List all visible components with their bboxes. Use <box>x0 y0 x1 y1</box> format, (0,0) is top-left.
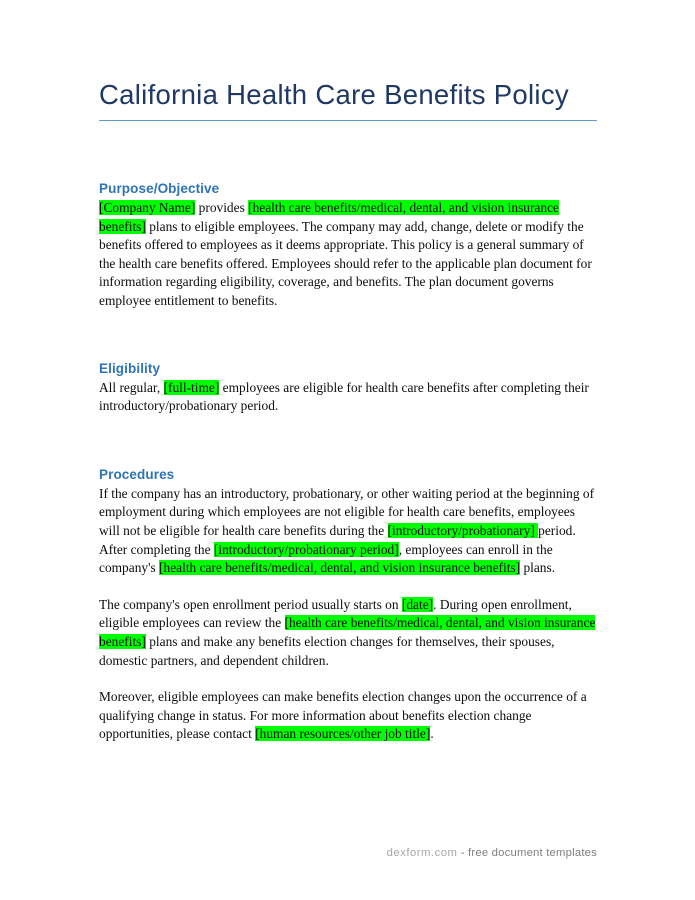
placeholder-introductory-probationary-period: [introductory/probationary period] <box>213 541 399 557</box>
procedures-text-7: plans and make any benefits election changes for themselves, their spouses, domestic partners, and dependent children. <box>99 633 555 668</box>
section-procedures <box>99 466 597 744</box>
paragraph-eligibility-1 <box>99 379 597 416</box>
eligibility-text-1: All regular, <box>99 379 164 395</box>
paragraph-procedures-2 <box>99 596 597 670</box>
footer-brand: dexform.com <box>386 847 458 859</box>
placeholder-benefits-plans-2: [health care benefits/medical, dental, and vision insurance benefits] <box>159 560 521 576</box>
placeholder-human-resources: [human resources/other job title] <box>255 726 431 742</box>
paragraph-procedures-3 <box>99 688 597 744</box>
document-body <box>99 180 597 744</box>
placeholder-full-time: [full-time] <box>163 379 220 395</box>
section-heading-eligibility: Eligibility <box>99 360 161 376</box>
section-heading-purpose-objective: Purpose/Objective <box>99 181 220 196</box>
procedures-text-4: plans. <box>520 560 556 576</box>
placeholder-introductory-probationary: [introductory/probationary] <box>387 522 539 538</box>
paragraph-procedures-1 <box>99 485 597 578</box>
page-footer <box>0 846 695 860</box>
eligibility-text-2: employees are eligible for health care benefits after completing their introductory/probationary period. <box>99 379 589 414</box>
procedures-text-1: If the company has an introductory, probationary, or other waiting period at the beginning of employment during which employees are not eligible for health care benefits, employees will not be eligible for health care benefits during the <box>99 485 595 538</box>
placeholder-benefits-plans-1: [health care benefits/medical, dental, and vision insurance benefits] <box>99 200 559 234</box>
placeholder-benefits-plans-3: [health care benefits/medical, dental, and vision insurance benefits] <box>99 615 596 649</box>
placeholder-company-name: [Company Name] <box>99 200 196 215</box>
paragraph-purpose-1 <box>99 199 597 311</box>
footer-tagline: - free document templates <box>457 847 597 859</box>
section-heading-procedures: Procedures <box>99 466 175 482</box>
procedures-text-9: . <box>430 726 434 742</box>
procedures-text-5: The company's open enrollment period usually starts on <box>99 596 402 612</box>
document-title: California Health Care Benefits Policy <box>99 79 569 110</box>
placeholder-date: [date] <box>401 596 434 612</box>
purpose-text-2: plans to eligible employees. The company may add, change, delete or modify the benefits offered to employees as it deems appropriate. This policy is a general summary of the health care benefits offered. Employees should refer to the applicable plan document for information regarding eligibility, coverage, and benefits. The plan document governs employee entitlement to benefits. <box>99 218 592 308</box>
procedures-text-8: Moreover, eligible employees can make benefits election changes upon the occurrence of a qualifying change in status. For more information about benefits election change opportunities, please contact <box>99 689 587 742</box>
procedures-text-3: , employees can enroll in the company's <box>99 541 553 576</box>
procedures-text-6: . During open enrollment, eligible employees can review the <box>99 596 572 631</box>
spacer-after-eligibility <box>99 416 597 466</box>
title-divider-rule <box>99 120 597 121</box>
procedures-text-2: period. After completing the <box>99 522 576 557</box>
purpose-text-1: provides <box>195 200 249 215</box>
section-purpose-objective <box>99 180 597 311</box>
section-eligibility <box>99 360 597 416</box>
spacer-after-purpose <box>99 311 597 360</box>
